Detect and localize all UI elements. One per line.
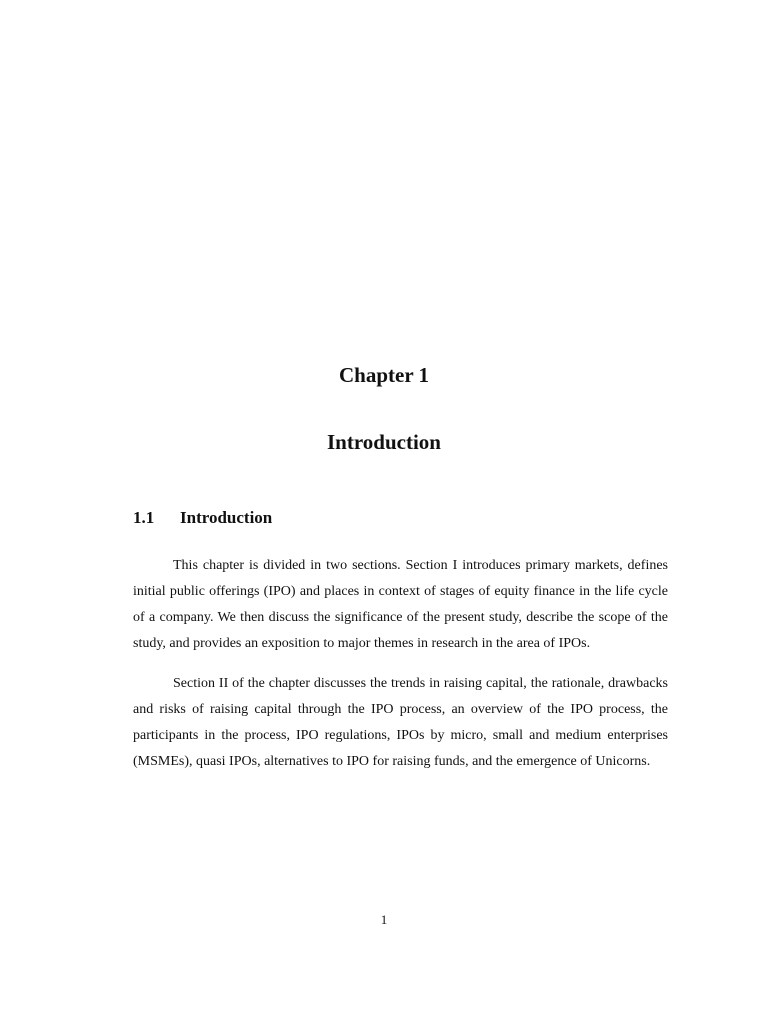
chapter-title-heading: Introduction xyxy=(327,430,441,454)
chapter-number-heading: Chapter 1 xyxy=(338,363,430,387)
section-heading xyxy=(133,508,272,528)
section-number: 1.1 xyxy=(133,508,155,527)
page-number: 1 xyxy=(380,912,388,927)
body-paragraph: Section II of the chapter discusses the trends in raising capital, the rationale, drawbacks and risks of raising capital through the IPO process, an overview of the IPO process, the participants in the process, IPO regulations, IPOs by micro, small and medium enterprises (MSMEs), quasi IPOs, alternatives to IPO for raising funds, and the emergence of Unicorns. xyxy=(133,676,668,769)
section-title: Introduction xyxy=(180,508,273,527)
body-paragraph: This chapter is divided in two sections. Section I introduces primary markets, defines initial public offerings (IPO) and places in context of stages of equity finance in the life cycle of a company. We then discuss the significance of the present study, describe the scope of the study, and provides an exposition to major themes in research in the area of IPOs. xyxy=(133,558,668,651)
